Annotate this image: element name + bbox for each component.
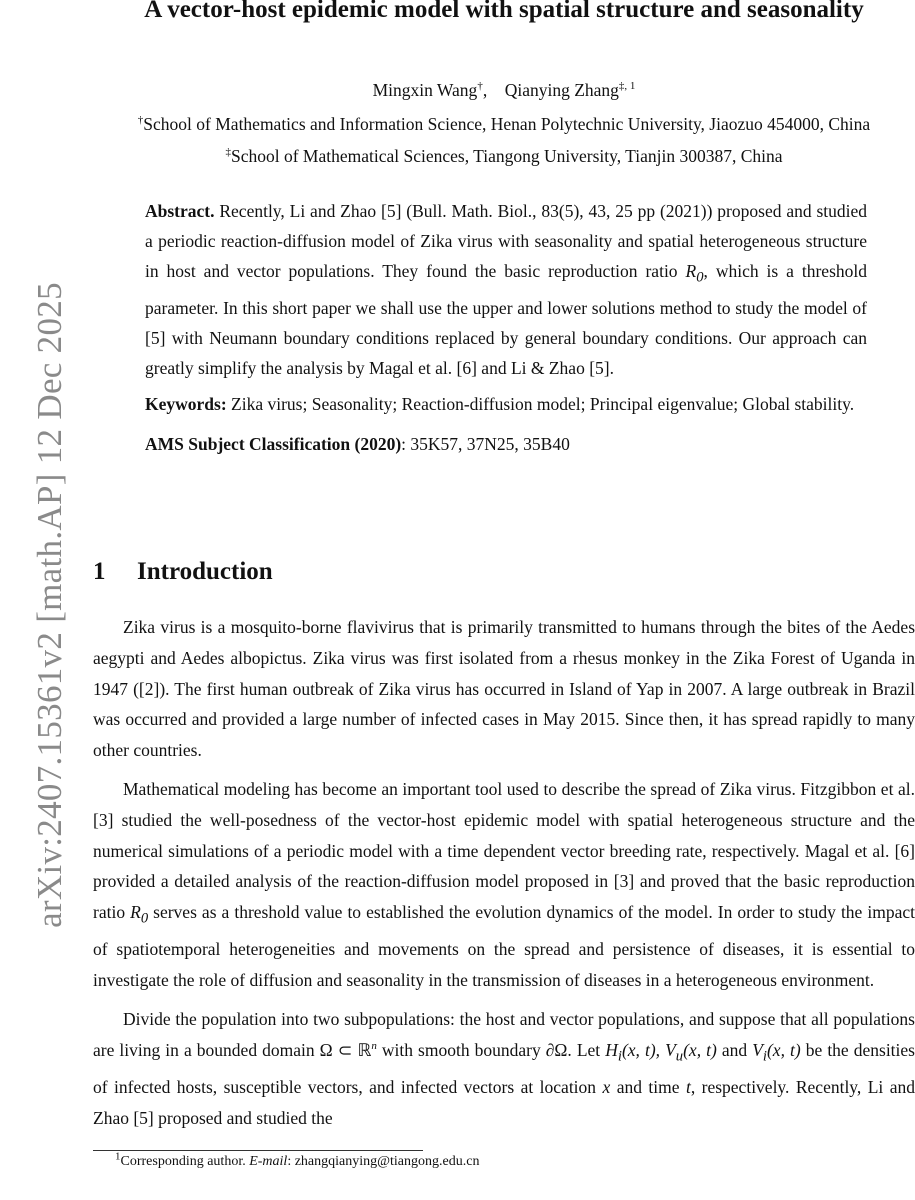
arxiv-identifier: arXiv:2407.15361v2 [math.AP] 12 Dec 2025	[30, 282, 69, 928]
keywords-text: Zika virus; Seasonality; Reaction-diffusion model; Principal eigenvalue; Global stability.	[231, 393, 855, 414]
footnote-mark: 1	[115, 1150, 121, 1163]
paper-title: A vector-host epidemic model with spatial structure and seasonality	[144, 0, 864, 23]
author-name: Qianying Zhang	[504, 80, 619, 100]
math-t: t	[685, 1077, 691, 1098]
affiliation	[93, 114, 915, 135]
body-paragraph: Mathematical modeling has become an important tool used to describe the spread of Zika virus. Fitzgibbon et al. [3] studied the well-posedness of the vector-host epidemic model with spatial heterogeneous structure and the numerical simulations of a periodic model with a time dependent vector breeding rate, respectively. Magal et al. [6] provided a detailed analysis of the reaction-diffusion model proposed in [3] and proved that the basic reproduction ratio $R_0$ serves as a threshold value to established the evolution dynamics of the model. In order to study the impact of spatiotemporal heterogeneities and movements on the spread and persistence of diseases, it is essential to investigate the role of diffusion and seasonality in the transmission of diseases in a heterogeneous environment.	[93, 778, 915, 991]
math-R0: $R_0$	[130, 902, 149, 927]
author-mark: ‡, 1	[618, 80, 636, 93]
footnote-label: Corresponding author.	[120, 1154, 246, 1169]
arxiv-stamp	[0, 0, 69, 1200]
affiliation-mark: ‡	[225, 146, 231, 159]
section-number: 1	[93, 558, 106, 585]
footnote-email-label: E-mail	[249, 1154, 288, 1169]
abstract-text: Recently, Li and Zhao [5] (Bull. Math. Biol., 83(5), 43, 25 pp (2021)) proposed and studied a periodic reaction-diffusion model of Zika virus with seasonality and spatial heterogeneous structure in host and vector populations. They found the basic reproduction ratio	[145, 201, 867, 281]
section-heading	[93, 558, 273, 586]
ams-paragraph	[145, 429, 867, 459]
math-x: x	[602, 1077, 611, 1098]
math-Hi: $H_i(x$, t),	[605, 1039, 661, 1065]
math-Vu: $V_u(x$, t)	[665, 1039, 717, 1065]
math-n: n	[371, 1040, 377, 1053]
footnote-email: : zhangqianying@tiangong.edu.cn	[287, 1154, 480, 1169]
affiliation-text: School of Mathematical Sciences, Tiangong University, Tianjin 300387, China	[230, 146, 783, 166]
keywords-label: Keywords:	[145, 393, 227, 414]
footnote-rule	[93, 1150, 423, 1151]
math-Vi: $V_i(x$, t)	[752, 1039, 801, 1065]
author-mark: †	[477, 80, 483, 93]
author-line: Mingxin Wang†, Qianying Zhang$^{\ddagger, 1}$	[372, 80, 636, 100]
abstract-label: Abstract.	[145, 201, 215, 221]
section-title: Introduction	[137, 558, 273, 585]
keywords-paragraph	[145, 389, 867, 419]
abstract-paragraph	[145, 196, 867, 383]
math-R0: $R_0$	[685, 261, 704, 286]
section-body	[93, 612, 915, 1142]
abstract-text: , which is a threshold parameter. In this short paper we shall use the upper and lower solutions method to study the model of [5] with Neumann boundary conditions replaced by general boundary conditions. Our approach can greatly simplify the analysis by Magal et al. [6] and Li & Zhao [5].	[145, 261, 867, 378]
ams-text: : 35K57, 37N25, 35B40	[401, 433, 570, 454]
affiliation	[93, 146, 915, 167]
affiliation-text: School of Mathematics and Information Science, Henan Polytechnic University, Jiaozuo 454000, China	[143, 114, 871, 134]
author-name: Mingxin Wang	[372, 80, 478, 100]
body-paragraph: Divide the population into two subpopulations: the host and vector populations, and suppose that all populations are living in a bounded domain Ω ⊂ ℝ$^n$ with smooth boundary ∂Ω. Let $H_i(x$, t), $V_u(x$, t) and $V_i(x$, t) be the densities of infected hosts, susceptible vectors, and infected vectors at location x and time t, respectively. Recently, Li and Zhao [5] proposed and studied the	[93, 1009, 915, 1128]
footnote	[115, 1150, 480, 1170]
affiliation-mark: †	[137, 114, 144, 127]
abstract-block	[145, 196, 867, 459]
body-paragraph: Zika virus is a mosquito-borne flavivirus that is primarily transmitted to humans through the bites of the Aedes aegypti and Aedes albopictus. Zika virus was first isolated from a rhesus monkey in the Zika Forest of Uganda in 1947 ([2]). The first human outbreak of Zika virus has occurred in Island of Yap in 2007. A large outbreak in Brazil was occurred and provided a large number of infected cases in May 2015. Since then, it has spread rapidly to many other countries.	[93, 617, 915, 761]
ams-label: AMS Subject Classification (2020)	[145, 433, 402, 454]
